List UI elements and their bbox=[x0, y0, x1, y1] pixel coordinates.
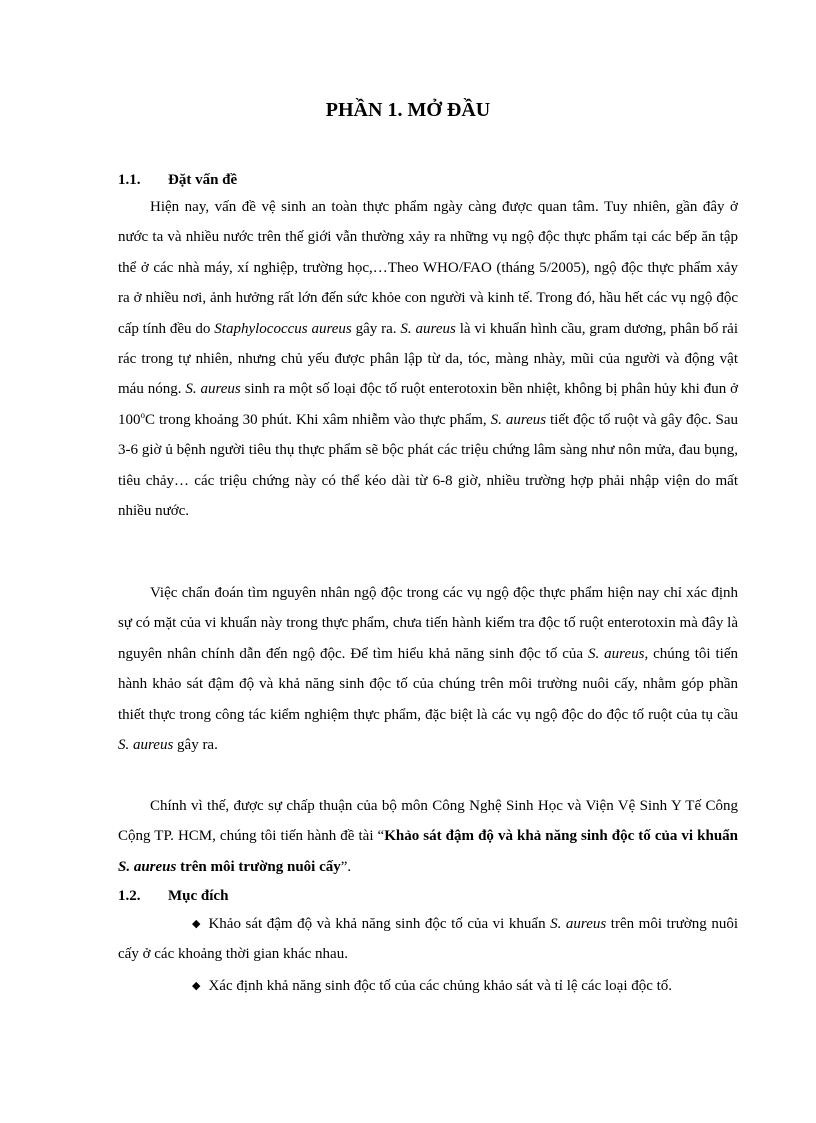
text-run: C trong khoảng 30 phút. Khi xâm nhiễm vào thực phẩm, bbox=[145, 411, 491, 428]
species-name: S. aureus bbox=[550, 916, 607, 932]
paragraph-1 bbox=[118, 192, 738, 526]
paragraph-3 bbox=[118, 791, 738, 882]
section-heading-1-1 bbox=[118, 170, 237, 190]
paragraph-2 bbox=[118, 578, 738, 760]
text-run: Xác định khả năng sinh độc tố của các chủng khảo sát và tỉ lệ các loại độc tố. bbox=[208, 978, 673, 994]
text-run: Hiện nay, vấn đề vệ sinh an toàn thực phẩm ngày càng được quan tâm. Tuy nhiên, gần đây ở nước ta và nhiều nước trên thế giới vẫn thường xảy ra những vụ ngộ độc thực phẩm tại các bếp ăn tập thể ở các nhà máy, xí nghiệp, trường học,…Theo WHO/FAO (tháng 5/2005), ngộ độc thực phẩm xảy ra ở nhiều nơi, ảnh hưởng rất lớn đến sức khỏe con người và kinh tế. Trong đó, hầu hết các vụ ngộ độc cấp tính đều do bbox=[118, 199, 738, 337]
section-title: Mục đích bbox=[168, 888, 229, 904]
section-heading-1-2 bbox=[118, 886, 228, 906]
diamond-bullet-icon: ◆ bbox=[192, 980, 201, 992]
text-run: gây ra. bbox=[351, 320, 401, 337]
species-name: S. aureus bbox=[400, 320, 456, 337]
diamond-bullet-icon: ◆ bbox=[192, 918, 201, 930]
bullet-item-1 bbox=[118, 909, 738, 970]
species-name: S. aureus bbox=[588, 645, 645, 662]
bullet-item-2 bbox=[118, 971, 738, 1001]
text-run: , chúng tôi tiến hành khảo sát đậm độ và khả năng sinh độc tố của chúng trên môi trường nuôi cấy, nhằm góp phần thiết thực trong công tác kiểm nghiệm thực phẩm, đặc biệt là các vụ ngộ độc do độc tố ruột của tụ cầu bbox=[118, 645, 738, 723]
species-name: S. aureus bbox=[185, 381, 241, 398]
section-number: 1.2. bbox=[118, 888, 141, 904]
text-run: Chính vì thế, được sự chấp thuận của bộ môn Công Nghệ Sinh Học và Viện Vệ Sinh Y Tế Công Cộng TP. HCM, chúng tôi tiến hành đề tài “ bbox=[118, 798, 738, 845]
text-run: gây ra. bbox=[173, 737, 218, 754]
section-title: Đặt vấn đề bbox=[168, 172, 238, 188]
thesis-title: trên môi trường nuôi cấy bbox=[176, 858, 341, 875]
text-run: trên môi trường nuôi cấy ở các khoảng thời gian khác nhau. bbox=[118, 916, 738, 963]
species-name: S. aureus bbox=[490, 411, 547, 428]
text-run: Việc chẩn đoán tìm nguyên nhân ngộ độc trong các vụ ngộ độc thực phẩm hiện nay chỉ xác định sự có mặt của vi khuẩn này trong thực phẩm, chưa tiến hành kiểm tra độc tố ruột enterotoxin mà đây là nguyên nhân chính dẫn đến ngộ độc. Để tìm hiểu khả năng sinh độc tố của bbox=[118, 585, 738, 662]
text-run: ”. bbox=[340, 858, 352, 875]
text-run: là vi khuẩn hình cầu, gram dương, phân bố rải rác trong tự nhiên, nhưng chủ yếu được phân lập từ da, tóc, màng nhày, mũi của người và động vật máu nóng. bbox=[118, 320, 739, 398]
degree-superscript: o bbox=[140, 409, 145, 420]
species-name: Staphylococcus aureus bbox=[214, 320, 352, 337]
page-title: PHẦN 1. MỞ ĐẦU bbox=[325, 99, 491, 121]
thesis-title: Khảo sát đậm độ và khả năng sinh độc tố của vi khuẩn bbox=[384, 828, 739, 845]
species-name: S. aureus bbox=[118, 858, 177, 875]
species-name: S. aureus bbox=[118, 737, 174, 754]
text-run: Khảo sát đậm độ và khả năng sinh độc tố của vi khuẩn bbox=[208, 916, 551, 932]
text-run: tiết độc tố ruột và gây độc. Sau 3-6 giờ ủ bệnh người tiêu thụ thực phẩm sẽ bộc phát các triệu chứng lâm sàng như nôn mửa, đau bụng, tiêu chảy… các triệu chứng này có thể kéo dài từ 6-8 giờ, nhiều trường hợp phải nhập viện do mất nhiều nước. bbox=[118, 411, 739, 520]
section-number: 1.1. bbox=[118, 172, 141, 188]
text-run: sinh ra một số loại độc tố ruột enterotoxin bền nhiệt, không bị phân hủy khi đun ở 100 bbox=[118, 381, 739, 428]
